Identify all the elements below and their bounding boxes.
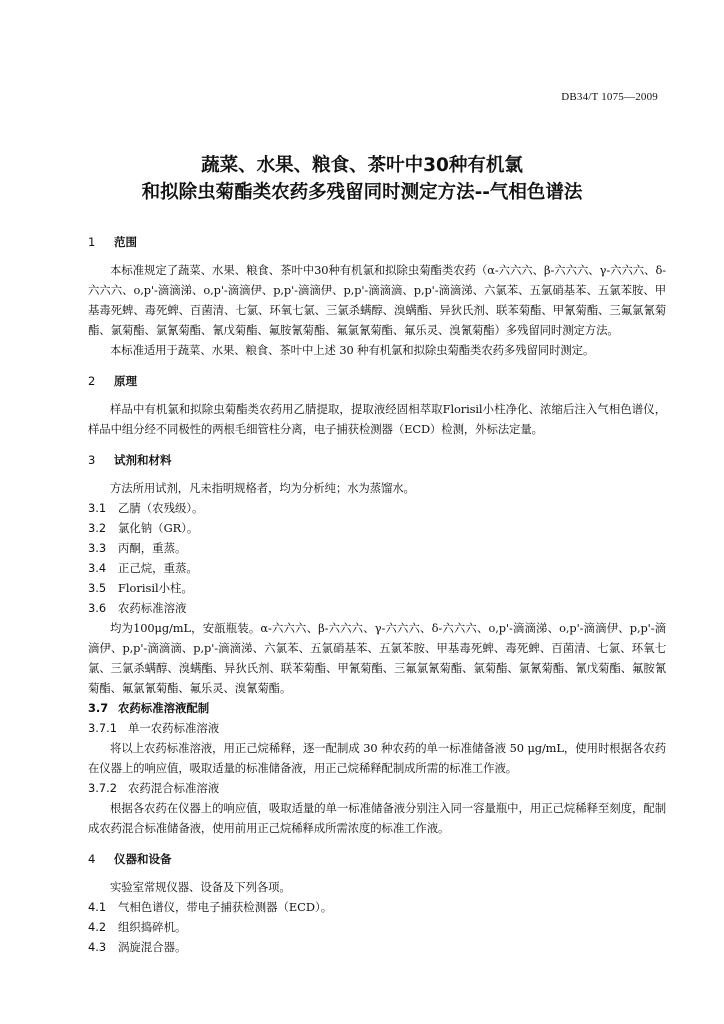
- single-standard-paragraph: 将以上农药标准溶液，用正己烷稀释，逐一配制成 30 种农药的单一标准储备液 50 μg/mL，使用时根据各农药在仪器上的响应值，吸取适量的标准储备液，用正己烷稀释配制成所需的标准工作液。: [88, 741, 666, 775]
- section-title: 原理: [114, 374, 137, 388]
- scope-paragraph-2: 本标准适用于蔬菜、水果、粮食、茶叶中上述 30 种有机氯和拟除虫菊酯类农药多残留同时测定。: [110, 343, 595, 357]
- section-4-heading: [88, 849, 666, 869]
- subsection-3-7-1-heading: 3.7.1 单一农药标准溶液: [88, 721, 220, 735]
- list-item: 3.4 正己烷，重蒸。: [88, 561, 198, 575]
- standard-solution-paragraph: 均为100μg/mL，安瓿瓶装。α-六六六、β-六六六、γ-六六六、δ-六六六、o,p'-滴滴涕、o,p'-滴滴伊、p,p'-滴滴伊、p,p'-滴滴滴、p,p'-滴滴涕、六氯苯、五氯硝基苯、五氯苯胺、甲基毒死蜱、毒死蜱、百菌清、七氯、环氧七氯、三氯杀螨醇、溴螨酯、异狄氏剂、联苯菊酯、甲氰菊酯、三氟氯氰菊酯、氯菊酯、氯氰菊酯、氰戊菊酯、氟胺氰菊酯、氟氯氰菊酯、氟乐灵、溴氰菊酯。: [88, 621, 666, 695]
- reagents-intro: 方法所用试剂，凡未指明规格者，均为分析纯；水为蒸馏水。: [110, 481, 415, 495]
- list-item: 3.1 乙腈（农残级）。: [88, 501, 204, 515]
- list-item: 4.2 组织捣碎机。: [88, 920, 187, 934]
- section-1-heading: [88, 232, 666, 252]
- section-3-heading: [88, 450, 666, 470]
- section-number: 3: [88, 453, 96, 467]
- section-number: 2: [88, 374, 96, 388]
- list-item: 3.3 丙酮，重蒸。: [88, 541, 187, 555]
- scope-paragraph-1: 本标准规定了蔬菜、水果、粮食、茶叶中30种有机氯和拟除虫菊酯类农药（α-六六六、β-六六六、γ-六六六、δ-六六六、o,p'-滴滴涕、o,p'-滴滴伊、p,p'-滴滴伊、p,p'-滴滴滴、p,p'-滴滴涕、六氯苯、五氯硝基苯、五氯苯胺、甲基毒死蜱、毒死蜱、百菌清、七氯、环氧七氯、三氯杀螨醇、溴螨酯、异狄氏剂、联苯菊酯、甲氰菊酯、三氟氯氰菊酯、氯菊酯、氯氰菊酯、氰戊菊酯、氟胺氰菊酯、氟氯氰菊酯、氟乐灵、溴氰菊酯）多残留同时测定方法。: [88, 263, 666, 337]
- section-title: 范围: [114, 235, 137, 249]
- title-line-2: 和拟除虫菊酯类农药多残留同时测定方法--气相色谱法: [141, 182, 583, 203]
- section-title: 试剂和材料: [114, 453, 172, 467]
- document-body: [88, 232, 666, 957]
- list-item: 4.3 涡旋混合器。: [88, 940, 187, 954]
- section-2-heading: [88, 371, 666, 391]
- list-item: 3.5 Florisil小柱。: [88, 581, 193, 595]
- mixed-standard-paragraph: 根据各农药在仪器上的响应值，吸取适量的单一标准储备液分别注入同一容量瓶中，用正己烷稀释至刻度，配制成农药混合标准储备液，使用前用正己烷稀释成所需浓度的标准工作液。: [88, 801, 666, 835]
- standard-code: DB34/T 1075—2009: [561, 91, 658, 103]
- subsection-3-7-2-heading: 3.7.2 农药混合标准溶液: [88, 781, 220, 795]
- title-line-1: 蔬菜、水果、粮食、茶叶中30种有机氯: [201, 155, 523, 176]
- list-item: 3.2 氯化钠（GR）。: [88, 521, 199, 535]
- list-item: 4.1 气相色谱仪，带电子捕获检测器（ECD）。: [88, 900, 333, 914]
- section-number: 4: [88, 852, 96, 866]
- list-item: 3.6 农药标准溶液: [88, 601, 187, 615]
- subsection-3-7-heading: 3.7 农药标准溶液配制: [88, 701, 210, 715]
- principle-paragraph: 样品中有机氯和拟除虫菊酯类农药用乙腈提取，提取液经固相萃取Florisil小柱净化、浓缩后注入气相色谱仪，样品中组分经不同极性的两根毛细管柱分离，电子捕获检测器（ECD）检测，外标法定量。: [88, 402, 666, 436]
- equipment-intro: 实验室常规仪器、设备及下列各项。: [110, 880, 291, 894]
- section-title: 仪器和设备: [114, 852, 172, 866]
- section-number: 1: [88, 235, 96, 249]
